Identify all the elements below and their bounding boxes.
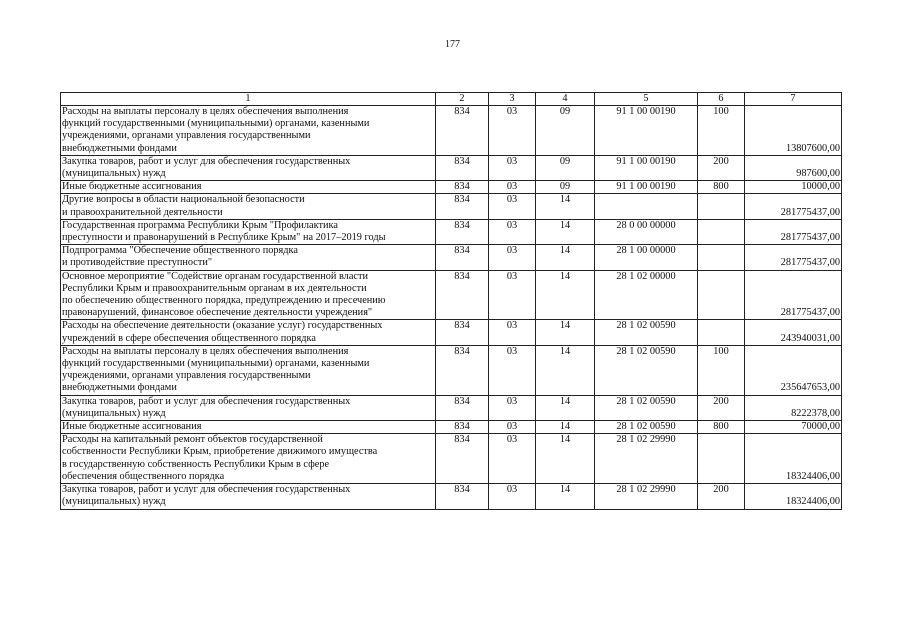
table-row bbox=[61, 245, 842, 270]
page-number: 177 bbox=[445, 39, 460, 50]
section-code-cell: 03 bbox=[489, 434, 536, 484]
expense-name-line: внебюджетными фондами bbox=[62, 382, 177, 394]
section-code-cell: 03 bbox=[489, 106, 536, 156]
amount-cell: 281775437,00 bbox=[745, 194, 842, 219]
subsection-code-cell: 14 bbox=[536, 270, 595, 320]
target-article-cell: 28 1 02 00590 bbox=[595, 345, 698, 395]
table-row bbox=[61, 219, 842, 244]
section-code-cell: 03 bbox=[489, 181, 536, 194]
expense-name-cell bbox=[61, 106, 436, 156]
target-article-cell: 28 1 02 00590 bbox=[595, 395, 698, 420]
table-row bbox=[61, 395, 842, 420]
expense-type-cell bbox=[698, 320, 745, 345]
target-article-cell: 28 1 02 29990 bbox=[595, 434, 698, 484]
expense-type-cell: 100 bbox=[698, 106, 745, 156]
amount-cell: 10000,00 bbox=[745, 181, 842, 194]
amount-cell: 70000,00 bbox=[745, 421, 842, 434]
amount-cell: 281775437,00 bbox=[745, 219, 842, 244]
expense-type-cell bbox=[698, 270, 745, 320]
table-row bbox=[61, 194, 842, 219]
expense-name-cell bbox=[61, 181, 436, 194]
header-cell-5: 5 bbox=[595, 93, 698, 106]
ministry-code-cell: 834 bbox=[436, 395, 489, 420]
table-row bbox=[61, 484, 842, 509]
header-cell-2: 2 bbox=[436, 93, 489, 106]
expense-name-cell bbox=[61, 155, 436, 180]
header-cell-3: 3 bbox=[489, 93, 536, 106]
section-code-cell: 03 bbox=[489, 421, 536, 434]
expense-name-line: (муниципальных) нужд bbox=[62, 168, 166, 180]
expense-name-line: учреждений в сфере обеспечения общественного порядка bbox=[62, 332, 316, 344]
subsection-code-cell: 14 bbox=[536, 320, 595, 345]
expense-name-line: правонарушений, финансовое обеспечение деятельности учреждения" bbox=[62, 307, 373, 319]
target-article-cell: 28 1 02 00590 bbox=[595, 421, 698, 434]
target-article-cell: 28 1 02 29990 bbox=[595, 484, 698, 509]
amount-cell: 8222378,00 bbox=[745, 395, 842, 420]
expense-name-line: Республики Крым и правоохранительным органам в их деятельности bbox=[62, 282, 367, 294]
target-article-cell: 28 1 02 00000 bbox=[595, 270, 698, 320]
header-cell-7: 7 bbox=[745, 93, 842, 106]
expense-name-line: (муниципальных) нужд bbox=[62, 496, 166, 508]
table-row bbox=[61, 106, 842, 156]
expense-type-cell bbox=[698, 245, 745, 270]
target-article-cell: 91 1 00 00190 bbox=[595, 106, 698, 156]
expense-name-line: функций государственными (муниципальными) органами, казенными bbox=[62, 118, 370, 130]
subsection-code-cell: 14 bbox=[536, 395, 595, 420]
section-code-cell: 03 bbox=[489, 155, 536, 180]
expense-name-line: в государственную собственность Республики Крым в сфере bbox=[62, 458, 330, 470]
expense-name-line: (муниципальных) нужд bbox=[62, 407, 166, 419]
expense-type-cell bbox=[698, 434, 745, 484]
expense-name-cell bbox=[61, 270, 436, 320]
expense-name-cell bbox=[61, 395, 436, 420]
table-header-row bbox=[61, 93, 842, 106]
expense-name-cell bbox=[61, 245, 436, 270]
target-article-cell: 91 1 00 00190 bbox=[595, 155, 698, 180]
expense-name-line: внебюджетными фондами bbox=[62, 142, 177, 154]
expense-name-cell bbox=[61, 345, 436, 395]
expense-name-line: Закупка товаров, работ и услуг для обеспечения государственных bbox=[62, 395, 351, 407]
table-row bbox=[61, 421, 842, 434]
amount-cell: 243940031,00 bbox=[745, 320, 842, 345]
target-article-cell bbox=[595, 194, 698, 219]
expense-name-cell bbox=[61, 484, 436, 509]
expense-name-line: по обеспечению общественного порядка, предупреждению и пресечению bbox=[62, 295, 386, 307]
subsection-code-cell: 14 bbox=[536, 245, 595, 270]
expense-name-line: функций государственными (муниципальными) органами, казенными bbox=[62, 358, 370, 370]
expense-type-cell: 200 bbox=[698, 395, 745, 420]
expense-name-line: и правоохранительной деятельности bbox=[62, 206, 223, 218]
subsection-code-cell: 09 bbox=[536, 106, 595, 156]
subsection-code-cell: 09 bbox=[536, 181, 595, 194]
expense-name-line: Основное мероприятие "Содействие органам государственной власти bbox=[62, 270, 368, 282]
table-row bbox=[61, 345, 842, 395]
amount-cell: 18324406,00 bbox=[745, 434, 842, 484]
target-article-cell: 91 1 00 00190 bbox=[595, 181, 698, 194]
ministry-code-cell: 834 bbox=[436, 245, 489, 270]
subsection-code-cell: 14 bbox=[536, 484, 595, 509]
expense-name-line: преступности и правонарушений в Республике Крым" на 2017–2019 годы bbox=[62, 232, 386, 244]
subsection-code-cell: 14 bbox=[536, 434, 595, 484]
section-code-cell: 03 bbox=[489, 345, 536, 395]
expense-name-line: собственности Республики Крым, приобретение движимого имущества bbox=[62, 446, 378, 458]
ministry-code-cell: 834 bbox=[436, 320, 489, 345]
amount-cell: 281775437,00 bbox=[745, 270, 842, 320]
ministry-code-cell: 834 bbox=[436, 219, 489, 244]
amount-cell: 281775437,00 bbox=[745, 245, 842, 270]
expense-name-line: и противодействие преступности" bbox=[62, 257, 213, 269]
expense-name-line: Другие вопросы в области национальной безопасности bbox=[62, 194, 305, 206]
expense-type-cell: 200 bbox=[698, 155, 745, 180]
amount-cell: 235647653,00 bbox=[745, 345, 842, 395]
section-code-cell: 03 bbox=[489, 484, 536, 509]
section-code-cell: 03 bbox=[489, 395, 536, 420]
ministry-code-cell: 834 bbox=[436, 106, 489, 156]
amount-cell: 987600,00 bbox=[745, 155, 842, 180]
section-code-cell: 03 bbox=[489, 320, 536, 345]
expense-name-line: Закупка товаров, работ и услуг для обеспечения государственных bbox=[62, 155, 351, 167]
header-cell-1: 1 bbox=[61, 93, 436, 106]
table-row bbox=[61, 155, 842, 180]
amount-cell: 13807600,00 bbox=[745, 106, 842, 156]
table-row bbox=[61, 434, 842, 484]
ministry-code-cell: 834 bbox=[436, 484, 489, 509]
table-row bbox=[61, 270, 842, 320]
section-code-cell: 03 bbox=[489, 245, 536, 270]
expense-type-cell bbox=[698, 194, 745, 219]
expense-name-line: Расходы на обеспечение деятельности (оказание услуг) государственных bbox=[62, 320, 383, 332]
target-article-cell: 28 0 00 00000 bbox=[595, 219, 698, 244]
ministry-code-cell: 834 bbox=[436, 345, 489, 395]
expense-type-cell: 200 bbox=[698, 484, 745, 509]
header-cell-6: 6 bbox=[698, 93, 745, 106]
ministry-code-cell: 834 bbox=[436, 434, 489, 484]
table-row bbox=[61, 320, 842, 345]
section-code-cell: 03 bbox=[489, 194, 536, 219]
expense-name-line: Расходы на выплаты персоналу в целях обеспечения выполнения bbox=[62, 106, 349, 117]
expense-name-line: Подпрограмма "Обеспечение общественного порядка bbox=[62, 245, 298, 257]
amount-cell: 18324406,00 bbox=[745, 484, 842, 509]
expense-type-cell: 100 bbox=[698, 345, 745, 395]
expense-type-cell bbox=[698, 219, 745, 244]
expense-name-cell bbox=[61, 194, 436, 219]
ministry-code-cell: 834 bbox=[436, 270, 489, 320]
expense-name-cell bbox=[61, 434, 436, 484]
subsection-code-cell: 09 bbox=[536, 155, 595, 180]
subsection-code-cell: 14 bbox=[536, 421, 595, 434]
ministry-code-cell: 834 bbox=[436, 421, 489, 434]
expense-type-cell: 800 bbox=[698, 421, 745, 434]
ministry-code-cell: 834 bbox=[436, 181, 489, 194]
budget-table bbox=[60, 92, 842, 510]
expense-name-line: Расходы на капитальный ремонт объектов государственной bbox=[62, 434, 323, 446]
expense-name-cell bbox=[61, 320, 436, 345]
subsection-code-cell: 14 bbox=[536, 345, 595, 395]
expense-name-line: Иные бюджетные ассигнования bbox=[62, 181, 202, 193]
section-code-cell: 03 bbox=[489, 219, 536, 244]
expense-name-line: Государственная программа Республики Крым "Профилактика bbox=[62, 219, 338, 231]
table-row bbox=[61, 181, 842, 194]
expense-name-line: учреждениями, органами управления государственными bbox=[62, 130, 311, 142]
expense-type-cell: 800 bbox=[698, 181, 745, 194]
expense-name-cell bbox=[61, 421, 436, 434]
header-cell-4: 4 bbox=[536, 93, 595, 106]
ministry-code-cell: 834 bbox=[436, 155, 489, 180]
ministry-code-cell: 834 bbox=[436, 194, 489, 219]
expense-name-cell bbox=[61, 219, 436, 244]
expense-name-line: Иные бюджетные ассигнования bbox=[62, 421, 202, 433]
expense-name-line: Закупка товаров, работ и услуг для обеспечения государственных bbox=[62, 484, 351, 496]
subsection-code-cell: 14 bbox=[536, 219, 595, 244]
subsection-code-cell: 14 bbox=[536, 194, 595, 219]
target-article-cell: 28 1 00 00000 bbox=[595, 245, 698, 270]
expense-name-line: обеспечения общественного порядка bbox=[62, 470, 225, 482]
expense-name-line: учреждениями, органами управления государственными bbox=[62, 370, 311, 382]
section-code-cell: 03 bbox=[489, 270, 536, 320]
expense-name-line: Расходы на выплаты персоналу в целях обеспечения выполнения bbox=[62, 345, 349, 357]
target-article-cell: 28 1 02 00590 bbox=[595, 320, 698, 345]
